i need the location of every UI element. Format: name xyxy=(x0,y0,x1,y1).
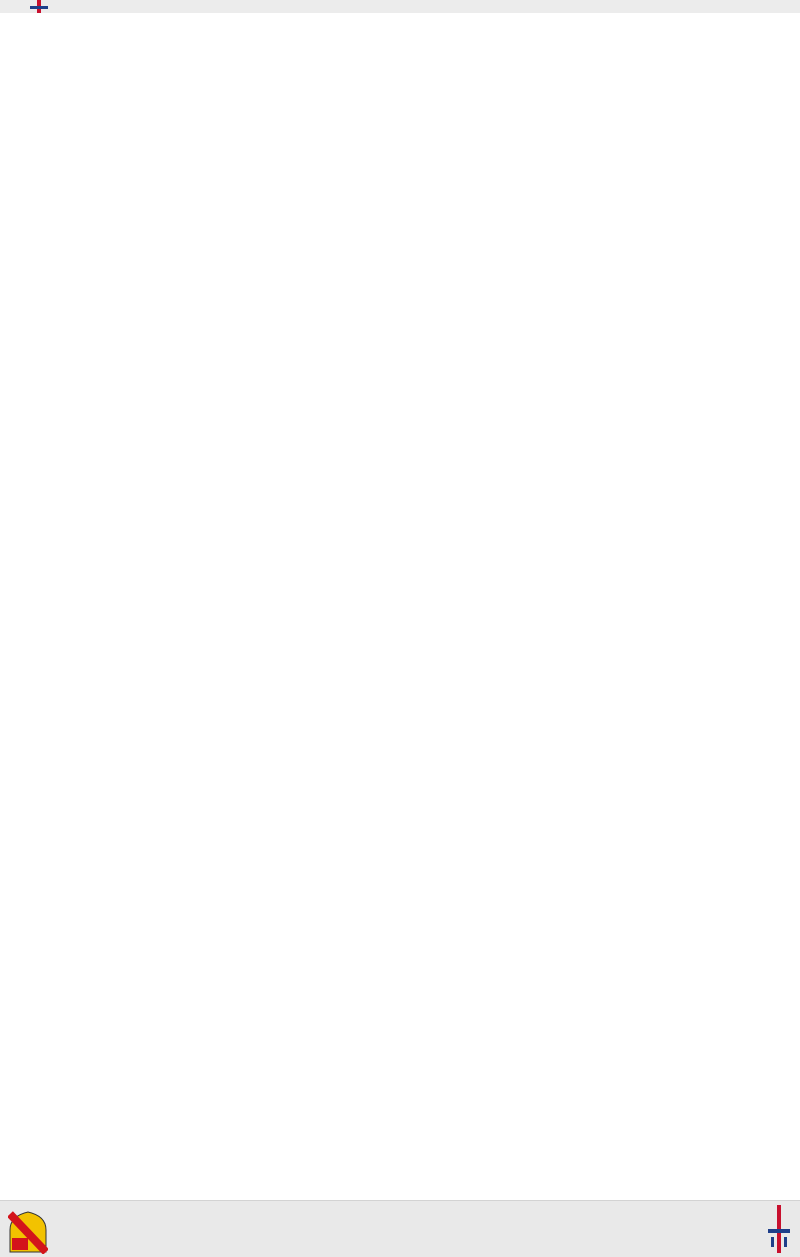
viewer-header xyxy=(0,1200,800,1257)
society-crest-icon xyxy=(8,1210,48,1254)
viewer-footer xyxy=(0,0,800,13)
uni-freiburg-logo-icon xyxy=(30,0,48,13)
uni-freiburg-logo-icon xyxy=(768,1205,790,1253)
